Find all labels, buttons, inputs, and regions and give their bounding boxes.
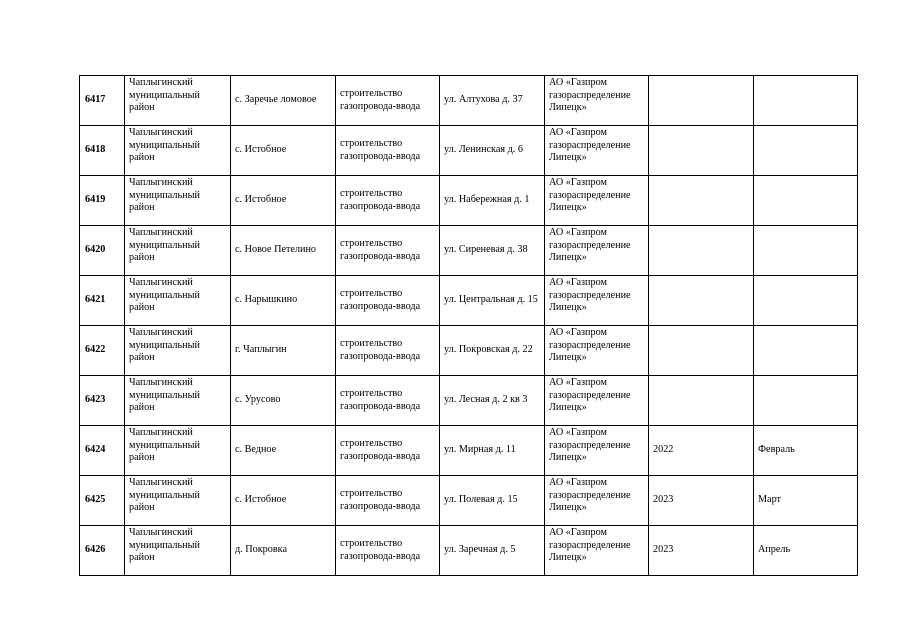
month-cell xyxy=(754,276,858,326)
month-cell xyxy=(754,76,858,126)
address-cell: ул. Ленинская д. 6 xyxy=(440,126,545,176)
year-cell xyxy=(649,326,754,376)
district-cell: Чаплыгинский муниципальный район xyxy=(125,376,231,426)
year-cell xyxy=(649,76,754,126)
work-type-cell: строительство газопровода-ввода xyxy=(336,376,440,426)
year-cell: 2023 xyxy=(649,526,754,576)
row-number-cell: 6422 xyxy=(80,326,125,376)
district-cell: Чаплыгинский муниципальный район xyxy=(125,276,231,326)
month-cell xyxy=(754,376,858,426)
work-type-cell: строительство газопровода-ввода xyxy=(336,226,440,276)
month-cell: Март xyxy=(754,476,858,526)
address-cell: ул. Сиреневая д. 38 xyxy=(440,226,545,276)
address-cell: ул. Покровская д. 22 xyxy=(440,326,545,376)
address-cell: ул. Лесная д. 2 кв 3 xyxy=(440,376,545,426)
district-cell: Чаплыгинский муниципальный район xyxy=(125,126,231,176)
table-row xyxy=(80,226,858,276)
work-type-cell: строительство газопровода-ввода xyxy=(336,176,440,226)
settlement-cell: с. Новое Петелино xyxy=(231,226,336,276)
settlement-cell: с. Истобное xyxy=(231,126,336,176)
table-row xyxy=(80,326,858,376)
settlement-cell: с. Ведное xyxy=(231,426,336,476)
table-row xyxy=(80,76,858,126)
settlement-cell: с. Истобное xyxy=(231,476,336,526)
work-type-cell: строительство газопровода-ввода xyxy=(336,126,440,176)
district-cell: Чаплыгинский муниципальный район xyxy=(125,426,231,476)
district-cell: Чаплыгинский муниципальный район xyxy=(125,176,231,226)
month-cell xyxy=(754,226,858,276)
organization-cell: АО «Газпром газораспределение Липецк» xyxy=(545,326,649,376)
work-type-cell: строительство газопровода-ввода xyxy=(336,276,440,326)
address-cell: ул. Алтухова д. 37 xyxy=(440,76,545,126)
organization-cell: АО «Газпром газораспределение Липецк» xyxy=(545,76,649,126)
work-type-cell: строительство газопровода-ввода xyxy=(336,476,440,526)
month-cell: Апрель xyxy=(754,526,858,576)
district-cell: Чаплыгинский муниципальный район xyxy=(125,326,231,376)
organization-cell: АО «Газпром газораспределение Липецк» xyxy=(545,376,649,426)
address-cell: ул. Заречная д. 5 xyxy=(440,526,545,576)
settlement-cell: с. Заречье ломовое xyxy=(231,76,336,126)
table-row xyxy=(80,276,858,326)
work-type-cell: строительство газопровода-ввода xyxy=(336,426,440,476)
year-cell xyxy=(649,276,754,326)
gasification-table xyxy=(79,75,858,576)
row-number-cell: 6425 xyxy=(80,476,125,526)
row-number-cell: 6426 xyxy=(80,526,125,576)
table-row xyxy=(80,426,858,476)
month-cell: Февраль xyxy=(754,426,858,476)
year-cell xyxy=(649,126,754,176)
settlement-cell: д. Покровка xyxy=(231,526,336,576)
table-row xyxy=(80,376,858,426)
settlement-cell: с. Истобное xyxy=(231,176,336,226)
row-number-cell: 6423 xyxy=(80,376,125,426)
year-cell xyxy=(649,226,754,276)
address-cell: ул. Набережная д. 1 xyxy=(440,176,545,226)
organization-cell: АО «Газпром газораспределение Липецк» xyxy=(545,176,649,226)
table-row xyxy=(80,526,858,576)
month-cell xyxy=(754,126,858,176)
district-cell: Чаплыгинский муниципальный район xyxy=(125,226,231,276)
organization-cell: АО «Газпром газораспределение Липецк» xyxy=(545,226,649,276)
table-row xyxy=(80,476,858,526)
district-cell: Чаплыгинский муниципальный район xyxy=(125,526,231,576)
address-cell: ул. Центральная д. 15 xyxy=(440,276,545,326)
district-cell: Чаплыгинский муниципальный район xyxy=(125,476,231,526)
organization-cell: АО «Газпром газораспределение Липецк» xyxy=(545,526,649,576)
year-cell: 2022 xyxy=(649,426,754,476)
district-cell: Чаплыгинский муниципальный район xyxy=(125,76,231,126)
table-row xyxy=(80,176,858,226)
row-number-cell: 6421 xyxy=(80,276,125,326)
work-type-cell: строительство газопровода-ввода xyxy=(336,526,440,576)
organization-cell: АО «Газпром газораспределение Липецк» xyxy=(545,276,649,326)
address-cell: ул. Полевая д. 15 xyxy=(440,476,545,526)
row-number-cell: 6418 xyxy=(80,126,125,176)
settlement-cell: с. Урусово xyxy=(231,376,336,426)
organization-cell: АО «Газпром газораспределение Липецк» xyxy=(545,476,649,526)
table-body xyxy=(80,76,858,576)
year-cell: 2023 xyxy=(649,476,754,526)
row-number-cell: 6419 xyxy=(80,176,125,226)
year-cell xyxy=(649,376,754,426)
row-number-cell: 6424 xyxy=(80,426,125,476)
table-row xyxy=(80,126,858,176)
organization-cell: АО «Газпром газораспределение Липецк» xyxy=(545,426,649,476)
work-type-cell: строительство газопровода-ввода xyxy=(336,76,440,126)
row-number-cell: 6420 xyxy=(80,226,125,276)
address-cell: ул. Мирная д. 11 xyxy=(440,426,545,476)
settlement-cell: г. Чаплыгин xyxy=(231,326,336,376)
work-type-cell: строительство газопровода-ввода xyxy=(336,326,440,376)
row-number-cell: 6417 xyxy=(80,76,125,126)
year-cell xyxy=(649,176,754,226)
settlement-cell: с. Нарышкино xyxy=(231,276,336,326)
organization-cell: АО «Газпром газораспределение Липецк» xyxy=(545,126,649,176)
month-cell xyxy=(754,176,858,226)
month-cell xyxy=(754,326,858,376)
